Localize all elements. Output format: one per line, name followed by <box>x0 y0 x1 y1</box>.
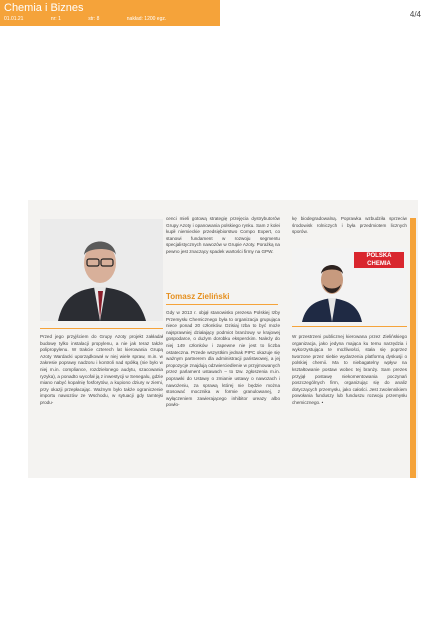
divider <box>40 328 163 329</box>
brand-badge: POLSKA CHEMIA <box>354 252 404 268</box>
portrait-photo-right <box>292 248 407 322</box>
page-ref: str: 8 <box>88 16 100 22</box>
column-right <box>292 334 407 407</box>
section-heading: Tomasz Zieliński <box>166 292 230 301</box>
column-right-top <box>292 216 407 236</box>
paragraph: W przestrzeni publicznej kierowana przez Zielińskiego organizacja, jako jedyna mająca ku temu narzędzia i wykorzystująca te możliwości, stała się poprzez tworzone przez siebie wydarzenia platformą dyskusji o polskiej chemii. Ma to niebagatelny wpływ na kształtowanie postaw wobec tej branży. Sam prezes przyjął postawę niekomentowania poczynań poszczególnych firm, organizując się do analiz dotyczących przemysłu, jako całości. Jest zwolennikiem powołania funduszy lub funduszu rozwoju przemysłu chemicznego. • <box>292 334 407 405</box>
divider <box>166 304 278 305</box>
issue-number: nr: 1 <box>50 16 61 22</box>
circulation: nakład: 1200 egz. <box>126 16 167 22</box>
column-middle-top <box>166 216 280 256</box>
publication-header <box>0 0 220 26</box>
column-middle <box>166 310 280 409</box>
column-left <box>40 334 163 407</box>
portrait-photo-left <box>40 219 163 321</box>
paragraph: kę biodegradowalną. Poprawka wzbudziła sprzeciw środowisk rolniczych i była przedmiotem licznych sporów. <box>292 216 407 235</box>
paragraph: cenci mieli gotową strategię przejęcia dystrybutorów Grupy Azoty i opanowania polskiego rynku. Sam z kolei kupił niemieckie przedsiębiorstwo Compo Expert, co stanowi fundament w rozwoju segmentu specjalistycznych nawozów w Grupie Azoty. Porażką na pewno jest znaczący spadek wartości firmy na GPW. <box>166 216 280 254</box>
paragraph: Przed jego przyjściem do Grupy Azoty projekt zakładał budowę tylko instalacji propylenu, a nie jak teraz także polipropylenu. W trakcie czterech lat kierowania Grupą Azoty Wardacki uporządkował w niej wiele spraw, m.in. w zakresie poprawy nadzoru i kontroli nad spółką (nie było w niej m.in. compliance, rozdzielonego audytu, szacowania ryzyka), a ponadto wycofał ją z inwestycji w Senegalu, gdzie miano nabyć kopalnię fosforytów, a kupiono dziury w ziemi, przy okazji przepłacając. Ważnym było także ograniczenie importu nawozów ze Wschodu, w sytuacji gdy tamtejsi produ- <box>40 334 163 405</box>
divider <box>292 326 407 327</box>
article-scan <box>28 200 418 478</box>
accent-bar <box>410 218 416 478</box>
page-number: 4/4 <box>409 10 421 19</box>
paragraph: Gdy w 2013 r. objął stanowisko prezesa Polskiej Izby Przemysłu Chemicznego była to organizacja grupująca niece ponad 20 członków. Dzisiaj Izba to być może najsprawniej działający podmiot branżowy w krajowej gospodarce, o dużym dorobku eksperckim. Należy do niej 149 członków i zapewne nie jest to liczba ostateczna. Przede wszystkim jednak PIPC okazuje się ważnym partnerem dla administracji państwowej, a jej propozycje znajdują odzwierciedlenie w przyjmowanych przez parlament ustawach – to tzw. zgłoszenia m.in. poprawki do Ustawy o zmianie ustawy o nawozach i nawożeniu, za sprawą której nie będzie można stosować mocznika w formie granulowanej, z wyłączeniem zawierającego inhibitor ureazy albo powło- <box>166 310 280 408</box>
issue-date: 01.01.21 <box>4 16 24 22</box>
publication-meta <box>4 16 192 22</box>
publication-title: Chemia i Biznes <box>4 2 84 14</box>
